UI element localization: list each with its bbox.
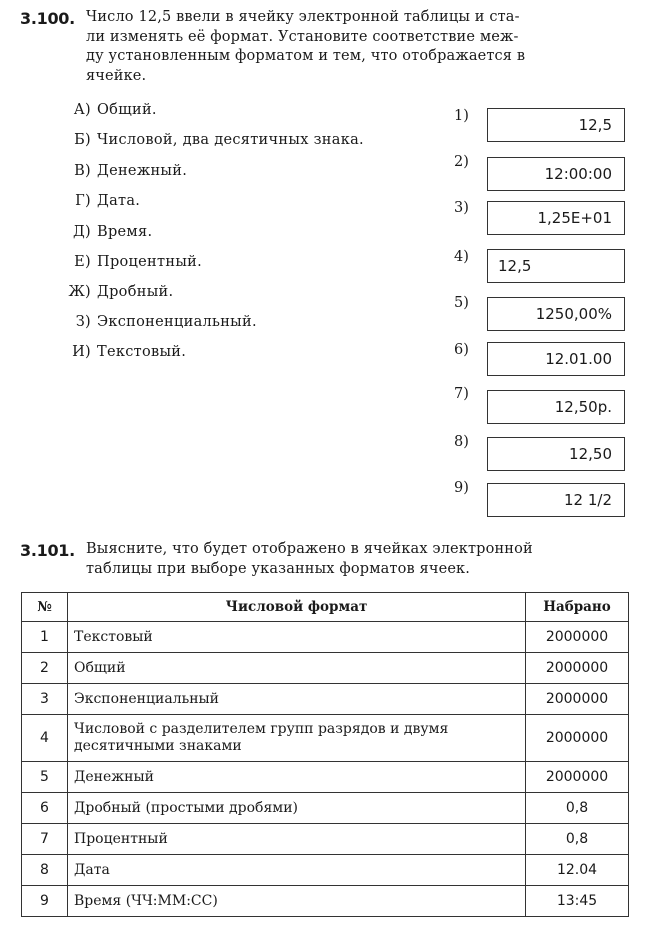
- row-format: Экспоненциальный: [68, 684, 526, 715]
- format-option: [57, 224, 152, 240]
- answer-box: 12,50: [487, 437, 625, 471]
- option-text: Экспоненциальный.: [97, 314, 257, 330]
- problem-3-100: [20, 8, 632, 86]
- row-format: Процентный: [68, 824, 526, 855]
- option-text: Время.: [97, 224, 153, 240]
- answer-box: 12:00:00: [487, 157, 625, 191]
- problem-text: [86, 8, 525, 86]
- answer-number: 8): [454, 434, 469, 450]
- problem-3-101: [20, 540, 632, 579]
- format-option: [57, 163, 187, 179]
- row-number: 2: [22, 653, 68, 684]
- option-text: Дробный.: [97, 284, 174, 300]
- table-row: [22, 622, 629, 653]
- answer-number: 7): [454, 386, 469, 402]
- answer-number: 9): [454, 480, 469, 496]
- answer-number: 1): [454, 108, 469, 124]
- option-text: Денежный.: [97, 163, 188, 179]
- option-letter: В): [74, 163, 91, 179]
- option-letter: Г): [75, 193, 91, 209]
- option-letter: Б): [74, 132, 91, 148]
- problem-text-line: таблицы при выборе указанных форматов ячеек.: [86, 560, 471, 577]
- table-row: [22, 793, 629, 824]
- answer-box: 12,50р.: [487, 390, 625, 424]
- table-header-row: [22, 593, 629, 622]
- row-number: 3: [22, 684, 68, 715]
- row-number: 7: [22, 824, 68, 855]
- format-option: [57, 344, 186, 360]
- answer-box: 1250,00%: [487, 297, 625, 331]
- option-letter: И): [72, 344, 91, 360]
- format-option: [57, 102, 157, 118]
- row-value: 0,8: [526, 824, 629, 855]
- option-text: Общий.: [97, 102, 157, 118]
- row-number: 8: [22, 855, 68, 886]
- problem-text-line: ли изменять её формат. Установите соответствие меж-: [86, 28, 519, 45]
- option-text: Дата.: [97, 193, 141, 209]
- table-row: [22, 762, 629, 793]
- table-row: [22, 855, 629, 886]
- problem-text-line: Выясните, что будет отображено в ячейках электронной: [86, 541, 533, 557]
- row-format: Дробный (простыми дробями): [68, 793, 526, 824]
- row-number: 1: [22, 622, 68, 653]
- row-format: [68, 715, 526, 762]
- row-number: 6: [22, 793, 68, 824]
- problem-number: 3.101.: [20, 541, 75, 560]
- answer-number: 6): [454, 342, 469, 358]
- row-format: Денежный: [68, 762, 526, 793]
- problem-text-line: ячейке.: [86, 67, 147, 84]
- format-option: [57, 314, 257, 330]
- problem-text-line: Число 12,5 ввели в ячейку электронной таблицы и ста-: [86, 9, 520, 25]
- answer-number: 2): [454, 154, 469, 170]
- format-option: [57, 193, 140, 209]
- table-row: [22, 824, 629, 855]
- option-letter: А): [73, 102, 91, 118]
- row-value: 2000000: [526, 715, 629, 762]
- row-format: Общий: [68, 653, 526, 684]
- row-value: 2000000: [526, 653, 629, 684]
- problem-text: [86, 540, 533, 579]
- row-format-line: Числовой с разделителем групп разрядов и двумя: [74, 721, 449, 737]
- row-format-line: десятичными знаками: [74, 738, 242, 754]
- row-number: 4: [22, 715, 68, 762]
- table-row: [22, 886, 629, 917]
- header-number: №: [22, 593, 68, 622]
- header-format: Числовой формат: [68, 593, 526, 622]
- option-text: Процентный.: [97, 254, 203, 270]
- row-format: Дата: [68, 855, 526, 886]
- answer-number: 5): [454, 295, 469, 311]
- option-text: Текстовый.: [97, 344, 187, 360]
- format-option: [57, 132, 364, 148]
- answer-number: 3): [454, 200, 469, 216]
- row-value: 2000000: [526, 622, 629, 653]
- problem-number: 3.100.: [20, 9, 75, 28]
- row-value: 2000000: [526, 684, 629, 715]
- table-row: [22, 715, 629, 762]
- option-letter: Ж): [68, 284, 91, 300]
- row-value: 0,8: [526, 793, 629, 824]
- row-value: 12.04: [526, 855, 629, 886]
- answer-box: 12,5: [487, 249, 625, 283]
- problem-text-line: ду установленным форматом и тем, что отображается в: [86, 48, 526, 64]
- answer-box: 1,25E+01: [487, 201, 625, 235]
- format-option: [57, 284, 173, 300]
- answer-box: 12 1/2: [487, 483, 625, 517]
- table-row: [22, 684, 629, 715]
- format-option: [57, 254, 202, 270]
- header-typed: Набрано: [526, 593, 629, 622]
- row-value: 13:45: [526, 886, 629, 917]
- option-text: Числовой, два десятичных знака.: [97, 132, 364, 148]
- option-letter: Е): [74, 254, 91, 270]
- table-row: [22, 653, 629, 684]
- answer-number: 4): [454, 249, 469, 265]
- row-format: Время (ЧЧ:ММ:СС): [68, 886, 526, 917]
- row-format: Текстовый: [68, 622, 526, 653]
- row-number: 9: [22, 886, 68, 917]
- option-letter: З): [75, 314, 91, 330]
- answer-box: 12,5: [487, 108, 625, 142]
- formats-table: [21, 592, 629, 917]
- row-number: 5: [22, 762, 68, 793]
- option-letter: Д): [72, 224, 91, 240]
- answer-box: 12.01.00: [487, 342, 625, 376]
- row-value: 2000000: [526, 762, 629, 793]
